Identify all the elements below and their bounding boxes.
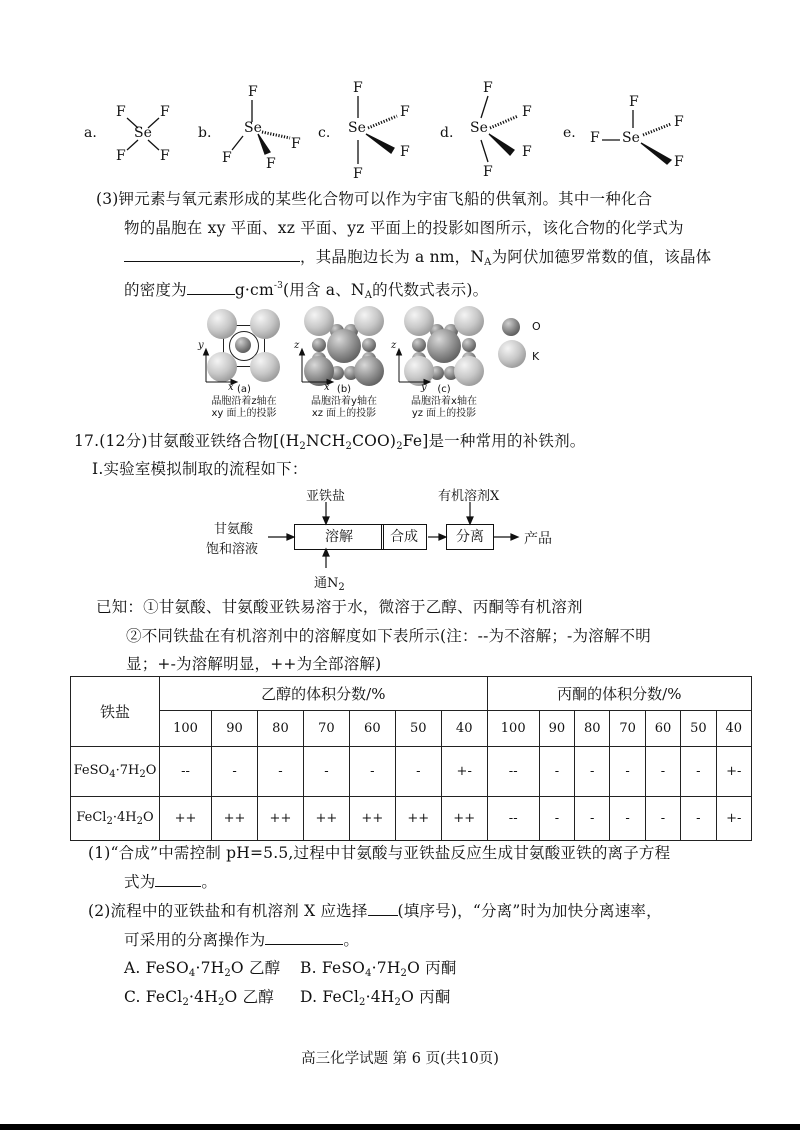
- axis-label: y: [421, 382, 427, 393]
- molecule-label-b: b.: [198, 125, 212, 141]
- projection-caption: xy 面上的投影: [211, 408, 277, 419]
- table-cell: -: [575, 747, 610, 797]
- table-cell: -: [610, 797, 645, 841]
- projection-caption: 晶胞沿着y轴在: [311, 396, 377, 407]
- axis-label: z: [294, 340, 300, 351]
- table-cell: -: [539, 747, 574, 797]
- atom-f: F: [400, 104, 410, 120]
- table-cell: +-: [716, 797, 751, 841]
- atom-f: F: [248, 84, 258, 100]
- table-row: [71, 747, 752, 797]
- table-cell: -: [303, 747, 349, 797]
- atom-f: F: [160, 104, 170, 120]
- table-col-header: 90: [212, 711, 258, 747]
- projection-caption: yz 面上的投影: [411, 408, 477, 419]
- answer-blank-choice[interactable]: [368, 901, 398, 916]
- atom-f: F: [590, 130, 600, 146]
- axis-label: x: [228, 382, 234, 393]
- atom-f: F: [266, 156, 276, 172]
- molecule-structures: [0, 80, 800, 190]
- atom-f: F: [291, 136, 301, 152]
- table-col-header: 90: [539, 711, 574, 747]
- atom-f: F: [353, 80, 363, 96]
- flow-input-glycine-1: 甘氨酸: [214, 522, 254, 537]
- molecule-label-c: c.: [318, 125, 331, 141]
- option-b[interactable]: B. $FeSO_4\cdot 7H_2O$ 丙酮: [300, 959, 457, 979]
- q3-line-2: 物的晶胞在 xy 平面、xz 平面、yz 平面上的投影如图所示，该化合物的化学式为: [124, 219, 684, 237]
- table-cell: --: [487, 797, 539, 841]
- q3-line-4: 的密度为 $g\cdot cm^{-3}$(用含 a、$N_A$的代数式表示)。: [124, 281, 489, 301]
- atom-se: Se: [622, 130, 640, 146]
- table-col-header: 80: [575, 711, 610, 747]
- atom-se: Se: [470, 120, 488, 136]
- flow-box-dissolve: 溶解: [294, 524, 384, 550]
- table-group-ethanol: 乙醇的体积分数/%: [160, 677, 488, 711]
- q17-sub2-line2: 可采用的分离操作为 。: [124, 931, 360, 949]
- axis-label: x: [324, 382, 330, 393]
- projection-caption: 晶胞沿着z轴在: [211, 396, 277, 407]
- atom-se: Se: [134, 125, 152, 141]
- table-col-header: 40: [716, 711, 751, 747]
- q17-sub2-line1: (2)流程中的亚铁盐和有机溶剂 X 应选择 (填序号)，“分离”时为加快分离速率，: [88, 902, 662, 920]
- atom-f: F: [116, 104, 126, 120]
- atom-f: F: [160, 148, 170, 164]
- known-fact-1: 已知：①甘氨酸、甘氨酸亚铁易溶于水，微溶于乙醇、丙酮等有机溶剂: [96, 598, 583, 616]
- table-cell: -: [257, 747, 303, 797]
- solubility-table: [70, 676, 752, 841]
- table-cell: -: [681, 747, 716, 797]
- answer-blank-density[interactable]: [187, 280, 235, 295]
- table-col-header: 80: [257, 711, 303, 747]
- process-flowchart: [190, 480, 570, 593]
- table-cell: ++: [349, 797, 395, 841]
- table-group-acetone: 丙酮的体积分数/%: [487, 677, 751, 711]
- flow-arrows: [190, 480, 570, 590]
- table-col-header: 60: [349, 711, 395, 747]
- atom-f: F: [353, 166, 363, 182]
- table-row: [71, 797, 752, 841]
- legend-k-label: K: [532, 350, 540, 363]
- q3-line-3: ，其晶胞边长为 a nm，$N_A$为阿伏加德罗常数的值，该晶体: [124, 247, 711, 273]
- q17-sub1-line1: (1)“合成”中需控制 pH=5.5,过程中甘氨酸与亚铁盐反应生成甘氨酸亚铁的离子方程: [88, 844, 671, 862]
- table-cell: -: [212, 747, 258, 797]
- flow-input-glycine-2: 饱和溶液: [206, 542, 259, 557]
- flow-input-ferrous-salt: 亚铁盐: [306, 489, 346, 504]
- table-cell: -: [539, 797, 574, 841]
- atom-f: F: [674, 154, 684, 170]
- flow-input-nitrogen: 通$N_2$: [314, 576, 345, 593]
- known-fact-2: ②不同铁盐在有机溶剂中的溶解度如下表所示(注：--为不溶解；-为溶解不明: [126, 627, 651, 645]
- atom-f: F: [400, 144, 410, 160]
- atom-f: F: [522, 104, 532, 120]
- atom-f: F: [674, 114, 684, 130]
- table-cell: --: [487, 747, 539, 797]
- table-cell: --: [160, 747, 212, 797]
- table-cell: +-: [716, 747, 751, 797]
- table-col-header: 70: [610, 711, 645, 747]
- table-corner-header: 铁盐: [71, 677, 160, 747]
- table-col-header: 50: [681, 711, 716, 747]
- table-cell: ++: [441, 797, 487, 841]
- q3-line-1: (3)钾元素与氧元素形成的某些化合物可以作为宇宙飞船的供氧剂。其中一种化合: [96, 190, 653, 208]
- atom-se: Se: [348, 120, 366, 136]
- table-cell: -: [610, 747, 645, 797]
- table-cell: -: [395, 747, 441, 797]
- table-col-header: 50: [395, 711, 441, 747]
- q17-part1-heading: I.实验室模拟制取的流程如下：: [92, 460, 308, 478]
- legend-o-label: O: [532, 320, 541, 333]
- projection-id: (a): [237, 384, 251, 395]
- sef4-structures-svg: [0, 80, 800, 190]
- axis-label: z: [391, 340, 397, 351]
- atom-f: F: [522, 144, 532, 160]
- table-col-header: 70: [303, 711, 349, 747]
- atom-f: F: [116, 148, 126, 164]
- flow-box-separation: 分离: [446, 524, 494, 550]
- projection-caption: xz 面上的投影: [311, 408, 377, 419]
- table-col-header: 60: [645, 711, 680, 747]
- projection-id: (b): [336, 384, 352, 395]
- table-col-header: 100: [160, 711, 212, 747]
- option-d[interactable]: D. $FeCl_2\cdot 4H_2O$ 丙酮: [300, 988, 451, 1008]
- table-cell: -: [575, 797, 610, 841]
- table-cell: ++: [212, 797, 258, 841]
- bottom-edge-bar: [0, 1124, 800, 1130]
- projection-id: (c): [437, 384, 451, 395]
- option-c[interactable]: C. $FeCl_2\cdot 4H_2O$ 乙醇: [124, 988, 274, 1008]
- table-cell: ++: [395, 797, 441, 841]
- answer-blank-formula[interactable]: [124, 247, 300, 262]
- projection-caption: 晶胞沿着x轴在: [411, 396, 477, 407]
- q17-sub1-line2: 式为 。: [124, 873, 218, 891]
- page-footer: 高三化学试题 第 6 页(共10页): [301, 1051, 499, 1067]
- table-cell: -: [349, 747, 395, 797]
- molecule-label-e: e.: [563, 125, 576, 141]
- table-col-header: 40: [441, 711, 487, 747]
- known-fact-3: 显；+-为溶解明显，++为全部溶解): [126, 655, 382, 673]
- flow-output-product: 产品: [524, 531, 552, 547]
- flow-input-organic-solvent: 有机溶剂X: [438, 489, 500, 504]
- legend-k-sphere: [498, 340, 526, 368]
- legend-o-sphere: [502, 318, 520, 336]
- molecule-label-a: a.: [84, 125, 97, 141]
- table-cell: -: [645, 797, 680, 841]
- q17-title: 17.(12分)甘氨酸亚铁络合物$[(H_2NCH_2COO)_2Fe]$是一种常用的补铁剂。: [74, 432, 586, 452]
- axis-label: y: [198, 340, 204, 351]
- table-cell: -: [645, 747, 680, 797]
- atom-f: F: [629, 94, 639, 110]
- atom-f: F: [222, 150, 232, 166]
- option-a[interactable]: A. $FeSO_4\cdot 7H_2O$ 乙醇: [124, 959, 281, 979]
- table-row-salt: $FeCl_2\cdot 4H_2O$: [71, 797, 160, 841]
- molecule-label-d: d.: [440, 125, 454, 141]
- table-cell: ++: [160, 797, 212, 841]
- answer-blank-separation-method[interactable]: [265, 930, 343, 945]
- table-row-salt: $FeSO_4\cdot 7H_2O$: [71, 747, 160, 797]
- table-cell: +-: [441, 747, 487, 797]
- atom-se: Se: [244, 120, 262, 136]
- flow-box-synthesis: 合成: [381, 524, 427, 550]
- atom-f: F: [483, 164, 493, 180]
- atom-f: F: [483, 80, 493, 96]
- table-cell: ++: [303, 797, 349, 841]
- table-cell: -: [681, 797, 716, 841]
- crystal-projections: [190, 300, 590, 420]
- table-cell: ++: [257, 797, 303, 841]
- table-col-header: 100: [487, 711, 539, 747]
- answer-blank-ionic-equation[interactable]: [155, 872, 201, 887]
